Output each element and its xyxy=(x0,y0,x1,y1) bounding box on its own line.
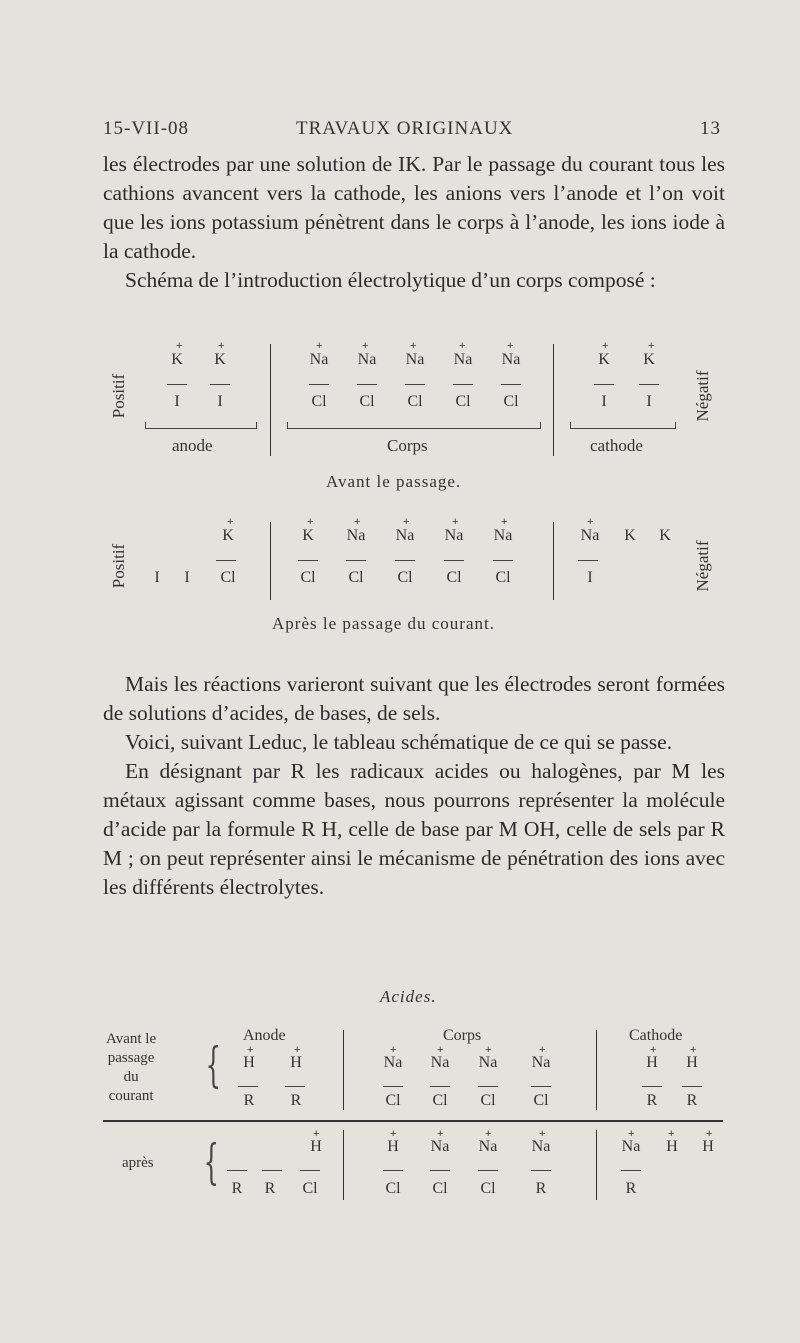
label-positif-apres: Positif xyxy=(109,543,128,589)
paragraph-5: En désignant par R les radicaux acides ou halogènes, par M les métaux agissant comme bases, nous pourrons représenter la molécule d’acide par la formule R H, celle de base par M OH, celle de sels par R M ; on peut représenter ainsi le mécanisme de pénétration des ions avec les différents électrolytes. xyxy=(103,759,725,899)
row-label-apres: après xyxy=(122,1155,154,1171)
ion: Na xyxy=(478,1138,498,1155)
ion: K xyxy=(659,527,671,544)
ion: Cl xyxy=(220,569,236,586)
ion: Cl xyxy=(407,393,423,410)
header-page-number: 13 xyxy=(700,118,721,139)
ion: Cl xyxy=(533,1092,549,1109)
ion: Na xyxy=(395,527,415,544)
ion: H xyxy=(387,1138,399,1155)
label-cathode: cathode xyxy=(590,436,643,455)
ion: Na xyxy=(430,1138,450,1155)
brace-avant: { xyxy=(205,1037,221,1093)
ion: I xyxy=(217,393,223,410)
paragraph-3: Mais les réactions varieront suivant que les électrodes seront formées de solutions d’acides, de bases, de sels. xyxy=(103,672,725,725)
ion: Na xyxy=(493,527,513,544)
page: 15-VII-08 TRAVAUX ORIGINAUX 13 les électrodes par une solution de IK. Par le passage du courant tous les cathions avancent vers la cathode, les anions vers l’anode et l’on voit que les ions potassium pénètrent dans le corps à l’anode, les ions iode à la cathode. Schéma de l’introduction électrolytique d’un corps composé : Positif Négatif + + K K I I anode + + + + + Na Na Na Na Na Cl Cl Cl Cl Cl Corps + + K K I I cathode Avant le passage. Positif Négatif + K I I Cl + + + + + K Na Na Na Na Cl Cl Cl Cl Cl + Na K K I Après le passage du courant. Mais les réactions varieront suivant que les électrodes seront formées de solutions d’acides, de bases, de sels. Voici, suivant Leduc, le tableau schématique de ce qui se passe. En désignant par R les radicaux acides ou halogènes, par M les métaux agissant comme bases, nous pourrons représenter la molécule d’acide par la formule R H, celle de base par M OH, celle de sels par R M ; on peut représenter ainsi le mécanisme de pénétration des ions avec les différents électrolytes. Acides. Avant le passage du courant { après { Anode Corps Cathode + + H H R R + + + + Na Na Na Na Cl Cl Cl Cl + + H H R R + H R R Cl + + + + H Na Na Na Cl Cl Cl R + + + Na H H R xyxy=(0,0,800,1343)
ion: Na xyxy=(357,351,377,368)
ion: R xyxy=(535,1180,547,1197)
caption-avant: Avant le passage. xyxy=(326,472,462,491)
ion: Cl xyxy=(385,1092,401,1109)
ion: Cl xyxy=(300,569,316,586)
ion: Na xyxy=(444,527,464,544)
header-title: TRAVAUX ORIGINAUX xyxy=(296,118,514,139)
paragraph-2: Schéma de l’introduction électrolytique d’un corps composé : xyxy=(125,268,656,292)
ion: Na xyxy=(309,351,329,368)
ion: Na xyxy=(531,1054,551,1071)
text-block-1 xyxy=(103,150,725,295)
ion: Cl xyxy=(480,1092,496,1109)
label-negatif-avant: Négatif xyxy=(693,370,712,422)
label-corps: Corps xyxy=(387,436,428,455)
ion: H xyxy=(290,1054,302,1071)
ion: R xyxy=(686,1092,698,1109)
brace-apres: { xyxy=(203,1134,219,1190)
col-head-cathode: Cathode xyxy=(629,1027,683,1044)
col-head-anode: Anode xyxy=(243,1027,286,1044)
ion: Cl xyxy=(397,569,413,586)
ion: Cl xyxy=(503,393,519,410)
ion: Cl xyxy=(302,1180,318,1197)
ion: K xyxy=(624,527,636,544)
ion: Cl xyxy=(480,1180,496,1197)
label-negatif-apres: Négatif xyxy=(693,540,712,592)
ion: Na xyxy=(405,351,425,368)
ion: H xyxy=(646,1054,658,1071)
ion: H xyxy=(666,1138,678,1155)
ion: R xyxy=(243,1092,255,1109)
ion: K xyxy=(214,351,226,368)
ion: I xyxy=(646,393,652,410)
ion: I xyxy=(154,569,160,586)
ion: Na xyxy=(531,1138,551,1155)
ion: H xyxy=(702,1138,714,1155)
ion: Cl xyxy=(455,393,471,410)
ion: K xyxy=(302,527,314,544)
label-positif-avant: Positif xyxy=(109,373,128,419)
paragraph-1: les électrodes par une solution de IK. Par le passage du courant tous les cathions avancent vers la cathode, les anions vers l’anode et l’on voit que les ions potassium pénètrent dans le corps à l’anode, les ions iode à la cathode. xyxy=(103,152,725,263)
ion: Cl xyxy=(432,1092,448,1109)
ion: Cl xyxy=(385,1180,401,1197)
ion: K xyxy=(171,351,183,368)
ion: Cl xyxy=(446,569,462,586)
ion: Cl xyxy=(432,1180,448,1197)
ion: I xyxy=(601,393,607,410)
ion: R xyxy=(264,1180,276,1197)
caption-apres: Après le passage du courant. xyxy=(272,614,495,633)
ion: Cl xyxy=(359,393,375,410)
ion: Na xyxy=(478,1054,498,1071)
paragraph-4: Voici, suivant Leduc, le tableau schématique de ce qui se passe. xyxy=(125,730,673,754)
acides-title: Acides. xyxy=(380,987,437,1006)
ion: Na xyxy=(383,1054,403,1071)
ion: I xyxy=(587,569,593,586)
ion: H xyxy=(243,1054,255,1071)
ion: Cl xyxy=(348,569,364,586)
ion: R xyxy=(625,1180,637,1197)
ion: R xyxy=(231,1180,243,1197)
ion: K xyxy=(598,351,610,368)
ion: Na xyxy=(346,527,366,544)
label-anode: anode xyxy=(172,436,213,455)
row-label-avant: Avant le passage du courant xyxy=(106,1031,157,1104)
ion: H xyxy=(686,1054,698,1071)
ion: K xyxy=(222,527,234,544)
ion: Na xyxy=(430,1054,450,1071)
ion: R xyxy=(290,1092,302,1109)
ion: I xyxy=(174,393,180,410)
header-date: 15-VII-08 xyxy=(103,118,190,139)
text-block-2 xyxy=(103,670,725,902)
ion: Na xyxy=(621,1138,641,1155)
ion: H xyxy=(310,1138,322,1155)
ion: K xyxy=(643,351,655,368)
ion: Na xyxy=(501,351,521,368)
ion: Na xyxy=(453,351,473,368)
col-head-corps: Corps xyxy=(443,1027,482,1044)
ion: R xyxy=(646,1092,658,1109)
ion: I xyxy=(184,569,190,586)
ion: Cl xyxy=(495,569,511,586)
table-rule xyxy=(103,1120,723,1122)
ion: Na xyxy=(580,527,600,544)
ion: Cl xyxy=(311,393,327,410)
